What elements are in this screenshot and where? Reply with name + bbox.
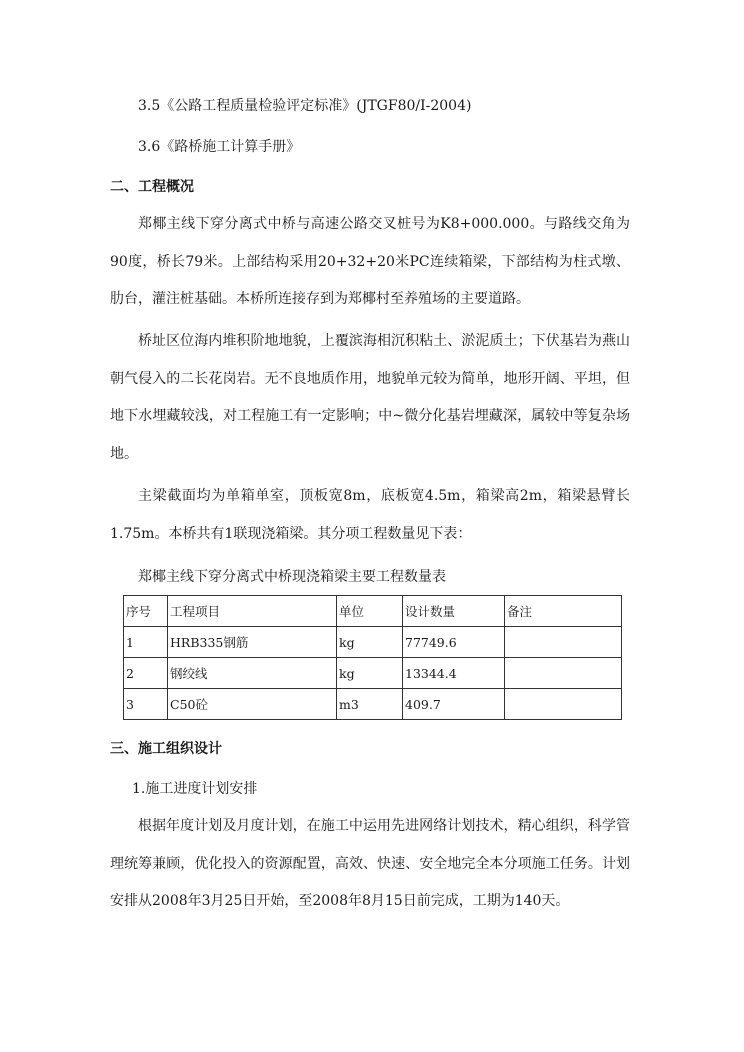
table-caption: 郑椰主线下穿分离式中桥现浇箱梁主要工程数量表 [138,569,446,585]
cell-unit: kg [337,627,403,658]
reference-3-5: 3.5《公路工程质量检验评定标准》(JTGF80/I-2004) [138,98,472,114]
header-cell-remarks: 备注 [505,596,622,627]
cell-unit: m3 [337,689,403,720]
cell-quantity: 409.7 [403,689,505,720]
header-cell-quantity: 设计数量 [403,596,505,627]
cell-index: 3 [124,689,168,720]
table-row [124,627,622,658]
table-row [124,658,622,689]
cell-remarks [505,627,622,658]
cell-unit: kg [337,658,403,689]
cell-index: 1 [124,627,168,658]
header-cell-index: 序号 [124,596,168,627]
subheading-schedule: 1.施工进度计划安排 [132,781,258,797]
table-header-row [124,596,622,627]
cell-item: 钢绞线 [168,658,337,689]
cell-quantity: 77749.6 [403,627,505,658]
table-row [124,689,622,720]
cell-item: C50砼 [168,689,337,720]
reference-3-6: 3.6《路桥施工计算手册》 [138,139,301,155]
paragraph-geology: 桥址区位海内堆积阶地地貌，上覆滨海相沉积粘土、淤泥质土；下伏基岩为燕山朝气侵入的二长花岗岩。无不良地质作用，地貌单元较为简单，地形开阔、平坦，但地下水埋藏较浅，对工程施工有一定影响；中~微分化基岩埋藏深，属较中等复杂场地。 [110,333,630,462]
header-cell-unit: 单位 [337,596,403,627]
section-heading-overview: 二、工程概况 [110,179,194,195]
quantity-table [123,595,622,720]
cell-item: HRB335钢筋 [168,627,337,658]
paragraph-bridge-overview: 郑椰主线下穿分离式中桥与高速公路交叉桩号为K8+000.000。与路线交角为90度，桥长79米。上部结构采用20+32+20米PC连续箱梁，下部结构为柱式墩、肋台，灌注桩基础。本桥所连接存到为郑椰村至养殖场的主要道路。 [110,216,630,307]
header-cell-item: 工程项目 [168,596,337,627]
cell-remarks [505,658,622,689]
section-heading-construction-design: 三、施工组织设计 [110,741,222,757]
cell-remarks [505,689,622,720]
cell-index: 2 [124,658,168,689]
paragraph-schedule: 根据年度计划及月度计划，在施工中运用先进网络计划技术，精心组织，科学管理统筹兼顾，优化投入的资源配置，高效、快速、安全地完全本分项施工任务。计划安排从2008年3月25日开始，至2008年8月15日前完成，工期为140天。 [110,818,630,909]
cell-quantity: 13344.4 [403,658,505,689]
paragraph-girder: 主梁截面均为单箱单室，顶板宽8m，底板宽4.5m，箱梁高2m，箱梁悬臂长1.75m。本桥共有1联现浇箱梁。其分项工程数量见下表： [110,488,630,542]
